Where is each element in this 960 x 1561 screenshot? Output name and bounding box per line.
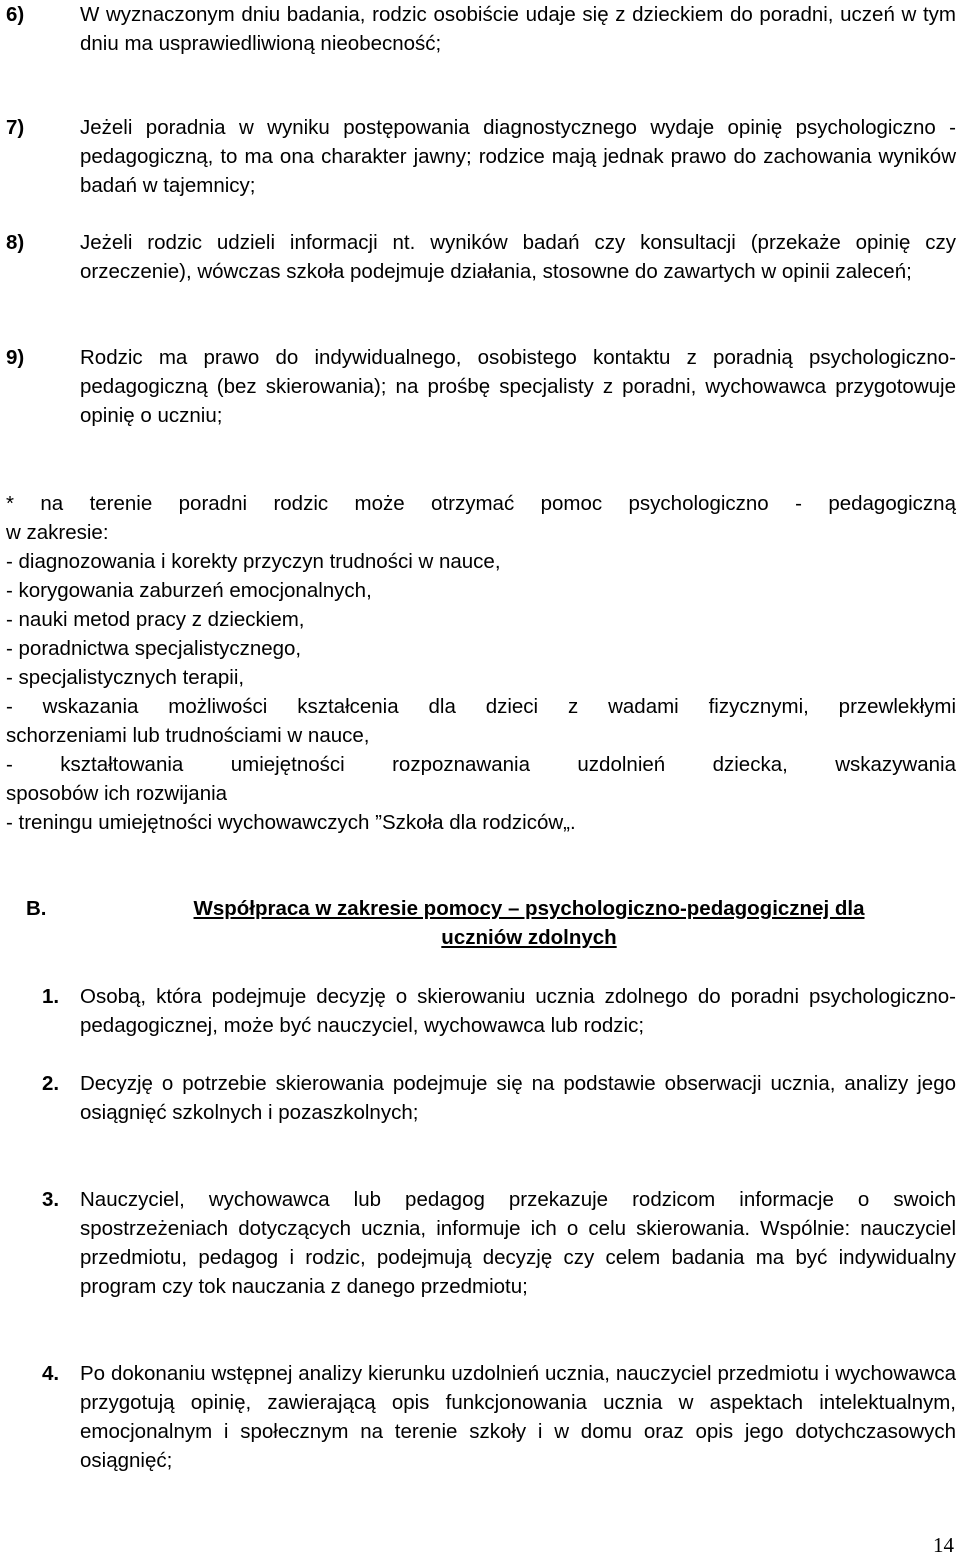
support-intro: * na terenie poradni rodzic może otrzymać pomoc psychologiczno - pedagogiczną [6, 492, 956, 515]
support-line: - kształtowania umiejętności rozpoznawania uzdolnień dziecka, wskazywania [6, 753, 956, 776]
list-item [6, 228, 956, 286]
step-number: 2. [42, 1072, 60, 1095]
section-letter: B. [26, 897, 47, 920]
section-title-line2: uczniów zdolnych [441, 926, 617, 949]
support-line: - nauki metod pracy z dzieckiem, [6, 608, 305, 631]
item-text: Jeżeli rodzic udzieli informacji nt. wyników badań czy konsultacji (przekaże opinię czy orzeczenie), wówczas szkoła podejmuje działania, stosowne do zawartych w opinii zaleceń; [80, 231, 956, 283]
step-text: Po dokonaniu wstępnej analizy kierunku uzdolnień ucznia, nauczyciel przedmiotu i wychowawca przygotują opinię, zawierającą opis funkcjonowania ucznia w aspektach intelektualnym, emocjonalnym i społecznym na terenie szkoły i w domu oraz opis jego dotychczasowych osiągnięć; [80, 1362, 956, 1472]
support-line: - wskazania możliwości kształcenia dla dzieci z wadami fizycznymi, przewlekłymi [6, 695, 956, 718]
list-item [6, 113, 956, 200]
section-title [102, 894, 956, 952]
page-number: 14 [933, 1533, 954, 1557]
item-number: 9) [6, 346, 25, 369]
step-number: 4. [42, 1362, 60, 1385]
support-line: - specjalistycznych terapii, [6, 666, 245, 689]
item-number: 7) [6, 116, 25, 139]
step-item [6, 1359, 956, 1475]
support-list [6, 489, 956, 837]
item-text: Rodzic ma prawo do indywidualnego, osobistego kontaktu z poradnią psychologiczno- pedagogiczną (bez skierowania); na prośbę specjalisty z poradni, wychowawca przygotowuje opinię o uczniu; [80, 346, 956, 427]
support-line: - diagnozowania i korekty przyczyn trudności w nauce, [6, 550, 501, 573]
support-line: schorzeniami lub trudnościami w nauce, [6, 724, 370, 747]
step-number: 3. [42, 1188, 60, 1211]
support-line: sposobów ich rozwijania [6, 782, 228, 805]
step-text: Nauczyciel, wychowawca lub pedagog przekazuje rodzicom informacje o swoich spostrzeżeniach dotyczących ucznia, informuje ich o celu skierowania. Wspólnie: nauczyciel przedmiotu, pedagog i rodzic, podejmują decyzję czy celem badania ma być indywidualny program czy tok nauczania z danego przedmiotu; [80, 1188, 956, 1298]
section-title-line1: Współpraca w zakresie pomocy – psychologiczno-pedagogicznej dla [193, 897, 865, 920]
section-heading [6, 894, 956, 952]
item-number: 6) [6, 3, 25, 26]
support-intro-cont: w zakresie: [6, 521, 109, 544]
list-item [6, 0, 956, 58]
support-line: - poradnictwa specjalistycznego, [6, 637, 302, 660]
step-text: Osobą, która podejmuje decyzję o skierowaniu ucznia zdolnego do poradni psychologiczno-pedagogicznej, może być nauczyciel, wychowawca lub rodzic; [80, 985, 956, 1037]
step-item [6, 1185, 956, 1301]
support-line: - treningu umiejętności wychowawczych ”Szkoła dla rodziców„. [6, 811, 576, 834]
item-number: 8) [6, 231, 25, 254]
step-text: Decyzję o potrzebie skierowania podejmuje się na podstawie obserwacji ucznia, analizy jego osiągnięć szkolnych i pozaszkolnych; [80, 1072, 956, 1124]
item-text: Jeżeli poradnia w wyniku postępowania diagnostycznego wydaje opinię psychologiczno - pedagogiczną, to ma ona charakter jawny; rodzice mają jednak prawo do zachowania wyników badań w tajemnicy; [80, 116, 956, 197]
list-item [6, 343, 956, 430]
step-item [6, 982, 956, 1040]
support-line: - korygowania zaburzeń emocjonalnych, [6, 579, 372, 602]
step-item [6, 1069, 956, 1127]
step-number: 1. [42, 985, 60, 1008]
item-text: W wyznaczonym dniu badania, rodzic osobiście udaje się z dzieckiem do poradni, uczeń w tym dniu ma usprawiedliwioną nieobecność; [80, 3, 956, 55]
